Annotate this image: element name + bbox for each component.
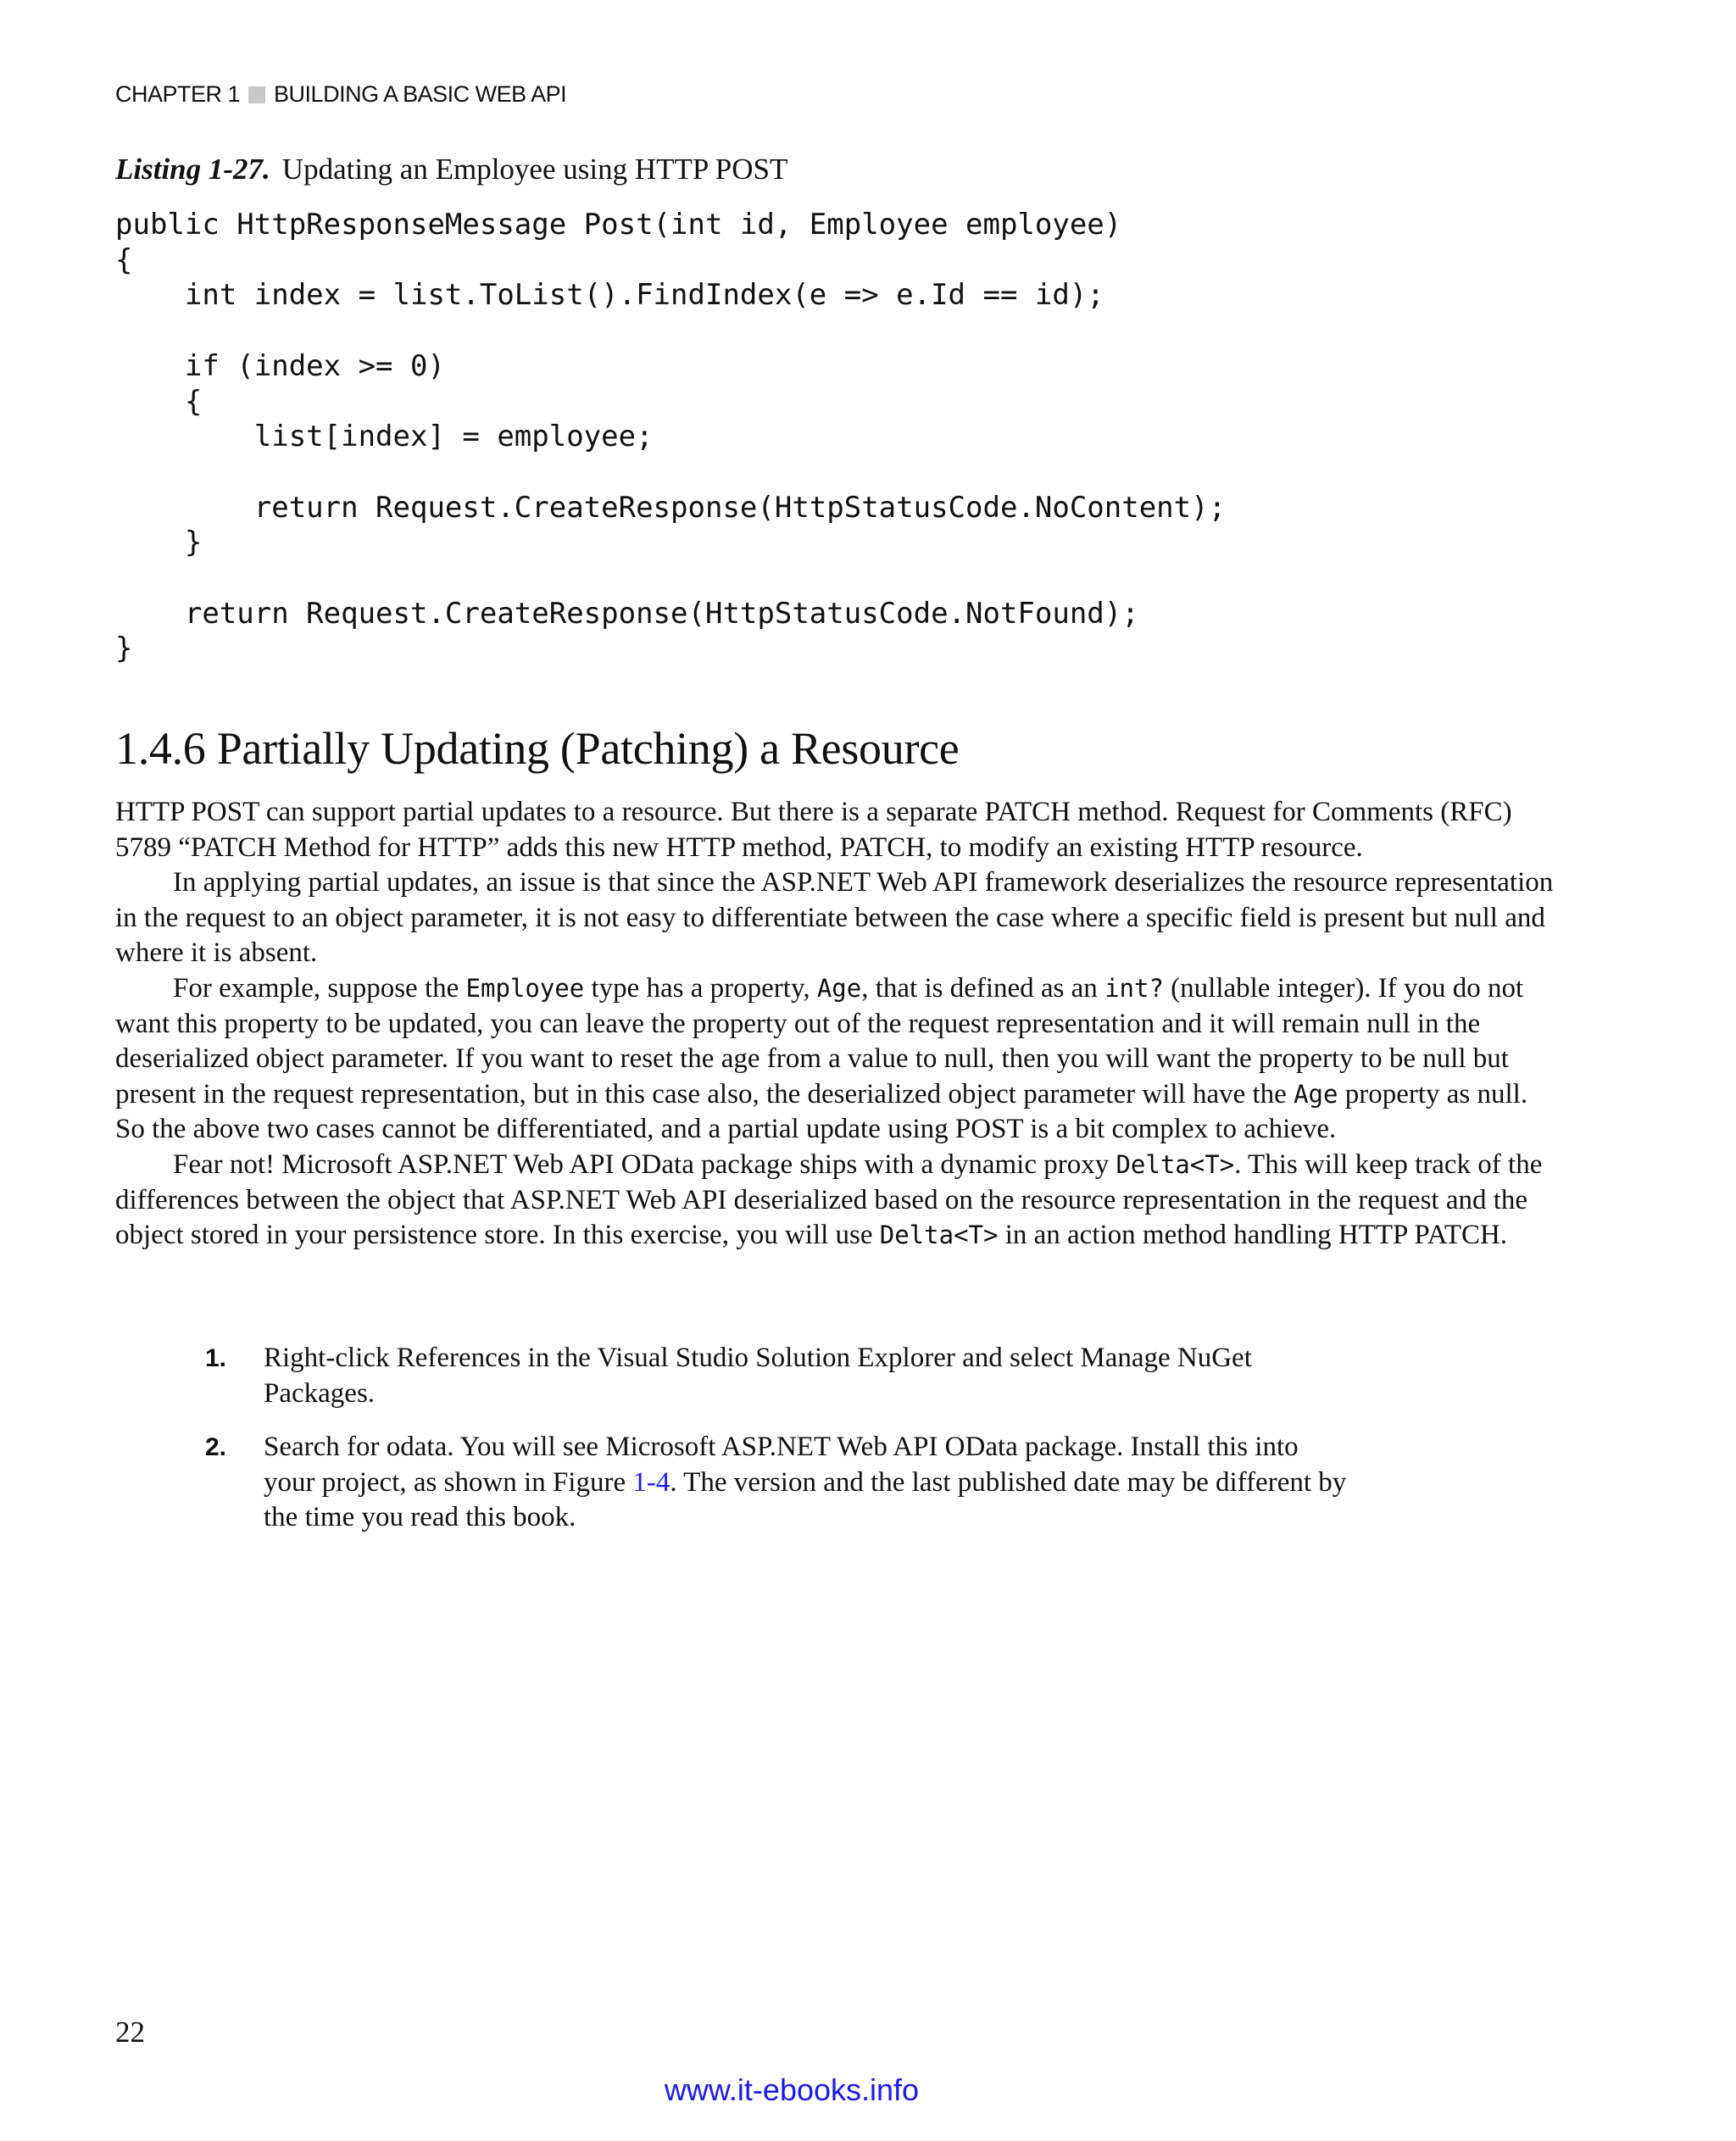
- step-number: 2.: [205, 1433, 227, 1462]
- inline-code: int?: [1104, 973, 1164, 1003]
- code-listing: public HttpResponseMessage Post(int id, Employee employee) { int index = list.ToList().FindIndex(e => e.Id == id); if (index >= 0) { list[index] = employee; return Request.CreateResponse(HttpStatusCode.NoContent); } return Request.CreateResponse(HttpStatusCode.NotFound); }: [115, 208, 1227, 666]
- steps-list: [0, 1341, 1349, 1554]
- text-run: property as null. So the above two cases cannot be differentiated, and a partial update using POST is a bit complex to achieve.: [115, 1078, 1528, 1145]
- inline-code: Delta<T>: [879, 1221, 999, 1250]
- step-text: . The version and the last published date may be different by the time you read this book.: [264, 1466, 1347, 1533]
- inline-code: Delta<T>: [1116, 1149, 1235, 1179]
- step-text: Right-click References in the Visual Studio Solution Explorer and select Manage NuGet Packages.: [264, 1343, 1252, 1409]
- text-run: Fear not! Microsoft ASP.NET Web API OData package ships with a dynamic proxy: [173, 1148, 1116, 1180]
- paragraph-3: [115, 971, 1556, 1148]
- inline-code: Age: [1294, 1079, 1338, 1109]
- page-number: 22: [115, 2016, 145, 2049]
- step-text: Search for odata. You will see Microsoft ASP.NET Web API OData package. Install this into your project, as shown in Figure: [264, 1432, 1299, 1498]
- text-run: For example, suppose the: [173, 972, 466, 1004]
- listing-label: Listing 1-27.: [115, 153, 270, 186]
- listing-title: Updating an Employee using HTTP POST: [281, 153, 788, 186]
- listing-caption: [115, 153, 787, 186]
- figure-link[interactable]: 1-4: [632, 1466, 670, 1498]
- text-run: in an action method handling HTTP PATCH.: [998, 1220, 1508, 1251]
- running-header: [115, 81, 566, 108]
- list-item: [0, 1341, 1349, 1411]
- paragraph-4: [115, 1148, 1556, 1254]
- paragraph-1: HTTP POST can support partial updates to a resource. But there is a separate PATCH method. Request for Comments (RFC) 5789 “PATCH Method for HTTP” adds this new HTTP method, PATCH, to modify an existing HTTP resource.: [115, 797, 1512, 863]
- inline-code: Age: [816, 973, 862, 1003]
- text-run: , that is defined as an: [861, 972, 1105, 1004]
- footer-link[interactable]: www.it-ebooks.info: [664, 2072, 920, 2107]
- inline-code: Employee: [465, 973, 585, 1003]
- header-separator-square: [248, 86, 265, 103]
- body-text: [115, 795, 1556, 1254]
- list-item: [0, 1430, 1349, 1536]
- text-run: . This will keep track of the differences between the object that ASP.NET Web API deserialized based on the resource representation in the request and the object stored in your persistence store. In this exercise, you will use: [115, 1148, 1543, 1251]
- footer: [0, 2072, 1736, 2108]
- text-run: (nullable integer). If you do not want this property to be updated, you can leave the property out of the request representation and it will remain null in the deserialized object parameter. If you want to reset the age from a value to null, then you will want the property to be null but present in the request representation, but in this case also, the deserialized object parameter will have the: [115, 972, 1524, 1109]
- paragraph-2: In applying partial updates, an issue is that since the ASP.NET Web API framework deserializes the resource representation in the request to an object parameter, it is not easy to differentiate between the case where a specific field is present but null and where it is absent.: [115, 867, 1554, 969]
- step-number: 1.: [205, 1344, 227, 1372]
- chapter-label: CHAPTER 1: [115, 81, 241, 107]
- chapter-title: BUILDING A BASIC WEB API: [274, 81, 567, 107]
- section-heading: 1.4.6 Partially Updating (Patching) a Resource: [115, 723, 960, 774]
- text-run: type has a property,: [584, 972, 817, 1004]
